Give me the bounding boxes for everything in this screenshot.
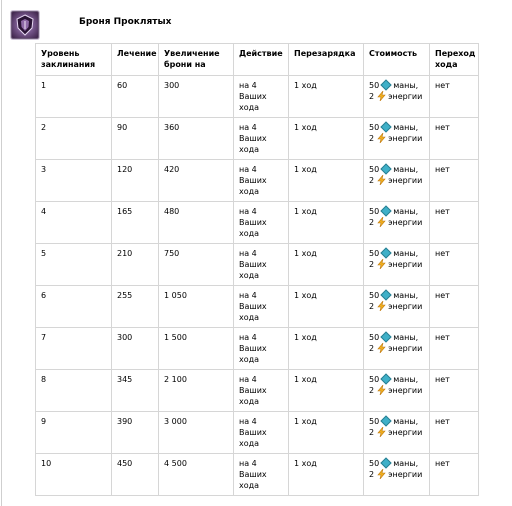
page-left-border xyxy=(1,0,2,506)
mana-amount: 50 xyxy=(369,333,380,342)
header-armor: Увеличение брони на xyxy=(159,44,234,76)
energy-label: энергии xyxy=(388,302,423,311)
cell-turn-end: нет xyxy=(430,412,479,454)
cell-cost xyxy=(364,76,430,118)
cell-duration: на 4 Ваших хода xyxy=(234,328,289,370)
mana-crystal-icon xyxy=(381,457,392,468)
cell-cooldown: 1 ход xyxy=(289,118,364,160)
header-cost: Стоимость xyxy=(364,44,430,76)
cell-cost xyxy=(364,328,430,370)
cell-duration: на 4 Ваших хода xyxy=(234,202,289,244)
mana-crystal-icon xyxy=(381,205,392,216)
mana-cost xyxy=(369,122,425,133)
cell-level: 4 xyxy=(36,202,112,244)
cell-heal: 90 xyxy=(112,118,159,160)
cell-turn-end: нет xyxy=(430,76,479,118)
spell-levels-table xyxy=(35,43,479,496)
cell-armor: 480 xyxy=(159,202,234,244)
cell-cost xyxy=(364,118,430,160)
table-header-row xyxy=(36,44,479,76)
cell-turn-end: нет xyxy=(430,454,479,496)
energy-cost xyxy=(369,469,425,480)
mana-cost xyxy=(369,206,425,217)
cell-turn-end: нет xyxy=(430,328,479,370)
energy-label: энергии xyxy=(388,386,423,395)
mana-label: маны, xyxy=(393,165,419,174)
energy-amount: 2 xyxy=(369,344,375,353)
mana-amount: 50 xyxy=(369,417,380,426)
cell-turn-end: нет xyxy=(430,370,479,412)
header-heal: Лечение xyxy=(112,44,159,76)
cell-level: 3 xyxy=(36,160,112,202)
cell-cooldown: 1 ход xyxy=(289,370,364,412)
cell-cooldown: 1 ход xyxy=(289,412,364,454)
mana-cost xyxy=(369,458,425,469)
energy-cost xyxy=(369,385,425,396)
mana-amount: 50 xyxy=(369,375,380,384)
energy-cost xyxy=(369,427,425,438)
energy-bolt-icon xyxy=(377,259,386,269)
cell-armor: 300 xyxy=(159,76,234,118)
table-row xyxy=(36,454,479,496)
cell-heal: 300 xyxy=(112,328,159,370)
cell-duration: на 4 Ваших хода xyxy=(234,118,289,160)
cell-cooldown: 1 ход xyxy=(289,244,364,286)
mana-crystal-icon xyxy=(381,331,392,342)
mana-amount: 50 xyxy=(369,165,380,174)
cell-armor: 1 500 xyxy=(159,328,234,370)
cell-heal: 120 xyxy=(112,160,159,202)
energy-amount: 2 xyxy=(369,470,375,479)
table-row xyxy=(36,160,479,202)
cell-duration: на 4 Ваших хода xyxy=(234,412,289,454)
cell-cooldown: 1 ход xyxy=(289,76,364,118)
mana-crystal-icon xyxy=(381,373,392,384)
energy-bolt-icon xyxy=(377,217,386,227)
cell-cost xyxy=(364,244,430,286)
energy-bolt-icon xyxy=(377,343,386,353)
spell-title: Броня Проклятых xyxy=(79,17,172,27)
cell-cooldown: 1 ход xyxy=(289,202,364,244)
energy-label: энергии xyxy=(388,92,423,101)
mana-label: маны, xyxy=(393,333,419,342)
mana-label: маны, xyxy=(393,123,419,132)
mana-cost xyxy=(369,374,425,385)
energy-label: энергии xyxy=(388,134,423,143)
cell-turn-end: нет xyxy=(430,202,479,244)
energy-amount: 2 xyxy=(369,428,375,437)
cell-armor: 420 xyxy=(159,160,234,202)
energy-bolt-icon xyxy=(377,91,386,101)
table-row xyxy=(36,244,479,286)
header-duration: Действие xyxy=(234,44,289,76)
cell-level: 2 xyxy=(36,118,112,160)
cell-heal: 255 xyxy=(112,286,159,328)
mana-label: маны, xyxy=(393,375,419,384)
energy-bolt-icon xyxy=(377,175,386,185)
mana-amount: 50 xyxy=(369,291,380,300)
energy-label: энергии xyxy=(388,344,423,353)
energy-amount: 2 xyxy=(369,176,375,185)
energy-amount: 2 xyxy=(369,302,375,311)
mana-label: маны, xyxy=(393,249,419,258)
table-row xyxy=(36,286,479,328)
cell-cooldown: 1 ход xyxy=(289,328,364,370)
energy-cost xyxy=(369,217,425,228)
mana-cost xyxy=(369,290,425,301)
mana-cost xyxy=(369,164,425,175)
mana-crystal-icon xyxy=(381,79,392,90)
table-row xyxy=(36,370,479,412)
cell-duration: на 4 Ваших хода xyxy=(234,76,289,118)
cell-armor: 3 000 xyxy=(159,412,234,454)
energy-amount: 2 xyxy=(369,386,375,395)
cell-level: 7 xyxy=(36,328,112,370)
mana-cost xyxy=(369,80,425,91)
mana-label: маны, xyxy=(393,417,419,426)
cell-armor: 750 xyxy=(159,244,234,286)
energy-cost xyxy=(369,91,425,102)
mana-amount: 50 xyxy=(369,249,380,258)
energy-label: энергии xyxy=(388,218,423,227)
cell-level: 5 xyxy=(36,244,112,286)
energy-cost xyxy=(369,259,425,270)
energy-label: энергии xyxy=(388,260,423,269)
table-row xyxy=(36,328,479,370)
cell-level: 9 xyxy=(36,412,112,454)
energy-label: энергии xyxy=(388,176,423,185)
mana-label: маны, xyxy=(393,459,419,468)
cell-heal: 210 xyxy=(112,244,159,286)
cell-turn-end: нет xyxy=(430,160,479,202)
energy-bolt-icon xyxy=(377,469,386,479)
table-row xyxy=(36,118,479,160)
cell-duration: на 4 Ваших хода xyxy=(234,370,289,412)
table-row xyxy=(36,202,479,244)
cell-cost xyxy=(364,412,430,454)
energy-cost xyxy=(369,343,425,354)
energy-bolt-icon xyxy=(377,133,386,143)
energy-cost xyxy=(369,301,425,312)
cell-level: 1 xyxy=(36,76,112,118)
cell-cost xyxy=(364,286,430,328)
cell-turn-end: нет xyxy=(430,244,479,286)
cell-duration: на 4 Ваших хода xyxy=(234,454,289,496)
cell-level: 8 xyxy=(36,370,112,412)
cell-duration: на 4 Ваших хода xyxy=(234,160,289,202)
mana-amount: 50 xyxy=(369,123,380,132)
energy-bolt-icon xyxy=(377,385,386,395)
mana-amount: 50 xyxy=(369,81,380,90)
energy-cost xyxy=(369,133,425,144)
mana-amount: 50 xyxy=(369,459,380,468)
cursed-armor-icon xyxy=(11,11,39,39)
cell-duration: на 4 Ваших хода xyxy=(234,244,289,286)
mana-amount: 50 xyxy=(369,207,380,216)
cell-cost xyxy=(364,202,430,244)
header-turn-end: Переход хода xyxy=(430,44,479,76)
cell-heal: 345 xyxy=(112,370,159,412)
energy-amount: 2 xyxy=(369,260,375,269)
cell-cooldown: 1 ход xyxy=(289,160,364,202)
mana-cost xyxy=(369,416,425,427)
energy-amount: 2 xyxy=(369,92,375,101)
energy-bolt-icon xyxy=(377,427,386,437)
cell-cooldown: 1 ход xyxy=(289,286,364,328)
cell-armor: 2 100 xyxy=(159,370,234,412)
cell-heal: 60 xyxy=(112,76,159,118)
energy-amount: 2 xyxy=(369,134,375,143)
mana-cost xyxy=(369,332,425,343)
mana-label: маны, xyxy=(393,207,419,216)
cell-heal: 450 xyxy=(112,454,159,496)
energy-label: энергии xyxy=(388,428,423,437)
cell-level: 10 xyxy=(36,454,112,496)
header-cooldown: Перезарядка xyxy=(289,44,364,76)
cell-heal: 165 xyxy=(112,202,159,244)
cell-armor: 360 xyxy=(159,118,234,160)
cell-cost xyxy=(364,454,430,496)
cell-turn-end: нет xyxy=(430,118,479,160)
mana-cost xyxy=(369,248,425,259)
cell-level: 6 xyxy=(36,286,112,328)
mana-crystal-icon xyxy=(381,163,392,174)
energy-amount: 2 xyxy=(369,218,375,227)
cell-heal: 390 xyxy=(112,412,159,454)
mana-crystal-icon xyxy=(381,289,392,300)
header-level: Уровень заклинания xyxy=(36,44,112,76)
energy-label: энергии xyxy=(388,470,423,479)
energy-cost xyxy=(369,175,425,186)
mana-label: маны, xyxy=(393,81,419,90)
cell-turn-end: нет xyxy=(430,286,479,328)
cell-cooldown: 1 ход xyxy=(289,454,364,496)
cell-cost xyxy=(364,160,430,202)
cell-duration: на 4 Ваших хода xyxy=(234,286,289,328)
mana-crystal-icon xyxy=(381,247,392,258)
mana-label: маны, xyxy=(393,291,419,300)
cell-armor: 1 050 xyxy=(159,286,234,328)
mana-crystal-icon xyxy=(381,415,392,426)
table-row xyxy=(36,412,479,454)
energy-bolt-icon xyxy=(377,301,386,311)
cell-armor: 4 500 xyxy=(159,454,234,496)
mana-crystal-icon xyxy=(381,121,392,132)
table-row xyxy=(36,76,479,118)
cell-cost xyxy=(364,370,430,412)
